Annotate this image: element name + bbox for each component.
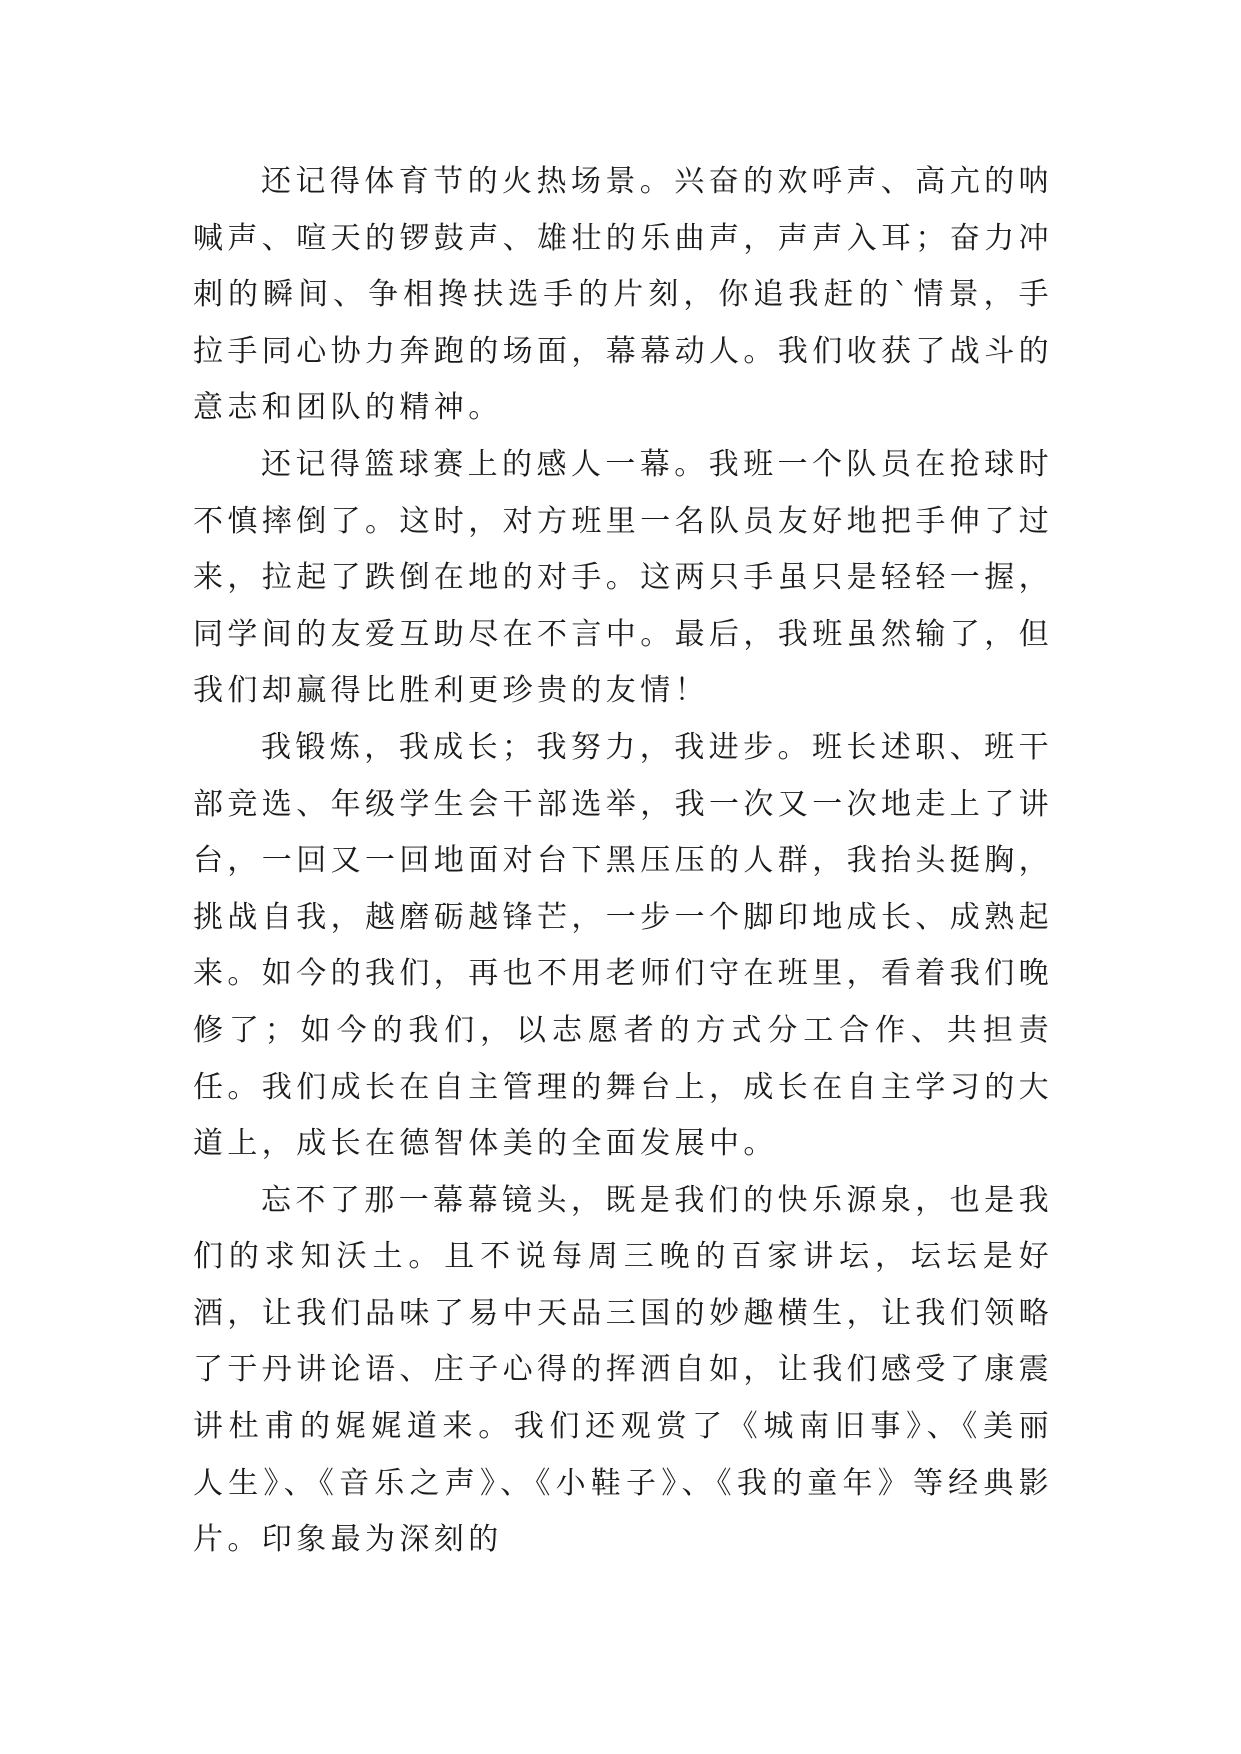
paragraph-growth: 我锻炼，我成长；我努力，我进步。班长述职、班干部竞选、年级学生会干部选举，我一次又一次地走上了讲台，一回又一回地面对台下黑压压的人群，我抬头挺胸，挑战自我，越磨砺越锋芒，一步一个脚印地成长、成熟起来。如今的我们，再也不用老师们守在班里，看着我们晚修了；如今的我们，以志愿者的方式分工合作、共担责任。我们成长在自主管理的舞台上，成长在自主学习的大道上，成长在德智体美的全面发展中。	[193, 729, 1053, 1162]
paragraph-basketball-game: 还记得篮球赛上的感人一幕。我班一个队员在抢球时不慎摔倒了。这时，对方班里一名队员友好地把手伸了过来，拉起了跌倒在地的对手。这两只手虽只是轻轻一握，同学间的友爱互助尽在不言中。最后，我班虽然输了，但我们却赢得比胜利更珍贵的友情！	[193, 446, 1053, 709]
document-body	[193, 154, 1053, 1569]
paragraph-memories: 忘不了那一幕幕镜头，既是我们的快乐源泉，也是我们的求知沃土。且不说每周三晚的百家讲坛，坛坛是好酒，让我们品味了易中天品三国的妙趣横生，让我们领略了于丹讲论语、庄子心得的挥洒自如，让我们感受了康震讲杜甫的娓娓道来。我们还观赏了《城南旧事》、《美丽人生》、《音乐之声》、《小鞋子》、《我的童年》等经典影片。印象最为深刻的	[193, 1182, 1053, 1558]
paragraph-sports-festival: 还记得体育节的火热场景。兴奋的欢呼声、高亢的呐喊声、喧天的锣鼓声、雄壮的乐曲声，声声入耳；奋力冲刺的瞬间、争相搀扶选手的片刻，你追我赶的`情景，手拉手同心协力奔跑的场面，幕幕动人。我们收获了战斗的意志和团队的精神。	[193, 164, 1053, 426]
